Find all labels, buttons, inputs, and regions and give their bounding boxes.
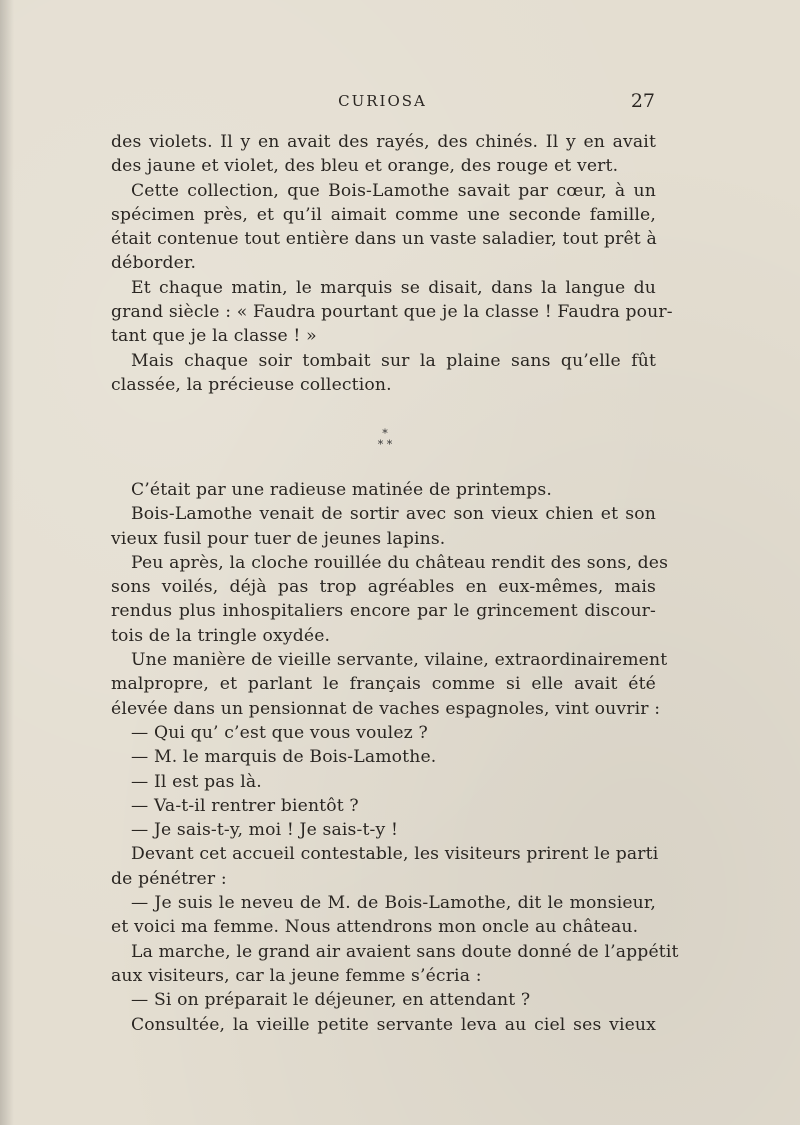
text-line: — M. le marquis de Bois-Lamothe.	[131, 747, 437, 768]
text-line: aux visiteurs, car la jeune femme s’écria :	[111, 965, 482, 986]
text-line: — Va-t-il rentrer bientôt ?	[131, 795, 359, 816]
text-block-2	[111, 478, 679, 1037]
text-line: Devant cet accueil contestable, les visiteurs prirent le parti	[131, 844, 659, 865]
text-line: — Qui qu’ c’est que vous voulez ?	[131, 722, 428, 743]
text-line: spécimen près, et qu’il aimait comme une seconde famille,	[111, 204, 656, 225]
text-line: Une manière de vieille servante, vilaine, extraordinairement	[131, 650, 668, 671]
page-gutter-shadow	[0, 0, 14, 1125]
text-line: Cette collection, que Bois-Lamothe savait par cœur, à un	[131, 180, 656, 201]
text-line: déborder.	[111, 253, 197, 274]
text-line: Consultée, la vieille petite servante leva au ciel ses vieux	[131, 1014, 656, 1035]
text-block-1	[111, 130, 673, 397]
text-line: des violets. Il y en avait des rayés, des chinés. Il y en avait	[111, 132, 656, 152]
text-line: sons voilés, déjà pas trop agréables en eux-mêmes, mais	[111, 577, 656, 598]
page-number: 27	[630, 90, 655, 112]
text-line: — Il est pas là.	[131, 771, 262, 792]
asterism-ornament	[365, 428, 405, 458]
text-line: — Je suis le neveu de M. de Bois-Lamothe, dit le monsieur,	[131, 893, 656, 914]
text-line: Et chaque matin, le marquis se disait, dans la langue du	[131, 277, 656, 298]
text-line: grand siècle : « Faudra pourtant que je la classe ! Faudra pour-	[111, 302, 673, 323]
asterism-top: *	[382, 427, 388, 440]
page-header	[110, 90, 655, 116]
text-line: Peu après, la cloche rouillée du château rendit des sons, des	[131, 552, 669, 573]
text-line: vieux fusil pour tuer de jeunes lapins.	[111, 528, 446, 549]
text-line: et voici ma femme. Nous attendrons mon oncle au château.	[111, 917, 639, 938]
running-title: CURIOSA	[338, 92, 427, 110]
asterism-bottom: * *	[377, 438, 393, 451]
text-line: de pénétrer :	[111, 868, 227, 889]
text-line: était contenue tout entière dans un vaste saladier, tout prêt à	[111, 229, 657, 250]
text-line: — Si on préparait le déjeuner, en attendant ?	[131, 990, 531, 1011]
text-line: La marche, le grand air avaient sans doute donné de l’appétit	[131, 941, 679, 962]
text-line: C’était par une radieuse matinée de printemps.	[131, 480, 552, 500]
text-line: rendus plus inhospitaliers encore par le grincement discour-	[111, 601, 656, 622]
text-line: Mais chaque soir tombait sur la plaine sans qu’elle fût	[131, 350, 656, 371]
text-line: tant que je la classe ! »	[111, 326, 317, 347]
text-line: — Je sais-t-y, moi ! Je sais-t-y !	[131, 820, 399, 841]
text-line: Bois-Lamothe venait de sortir avec son vieux chien et son	[131, 504, 656, 525]
text-line: classée, la précieuse collection.	[111, 374, 392, 395]
text-line: malpropre, et parlant le français comme si elle avait été	[111, 674, 656, 695]
text-line: tois de la tringle oxydée.	[111, 625, 331, 646]
text-line: élevée dans un pensionnat de vaches espagnoles, vint ouvrir :	[111, 698, 661, 719]
text-line: des jaune et violet, des bleu et orange, des rouge et vert.	[111, 156, 619, 177]
